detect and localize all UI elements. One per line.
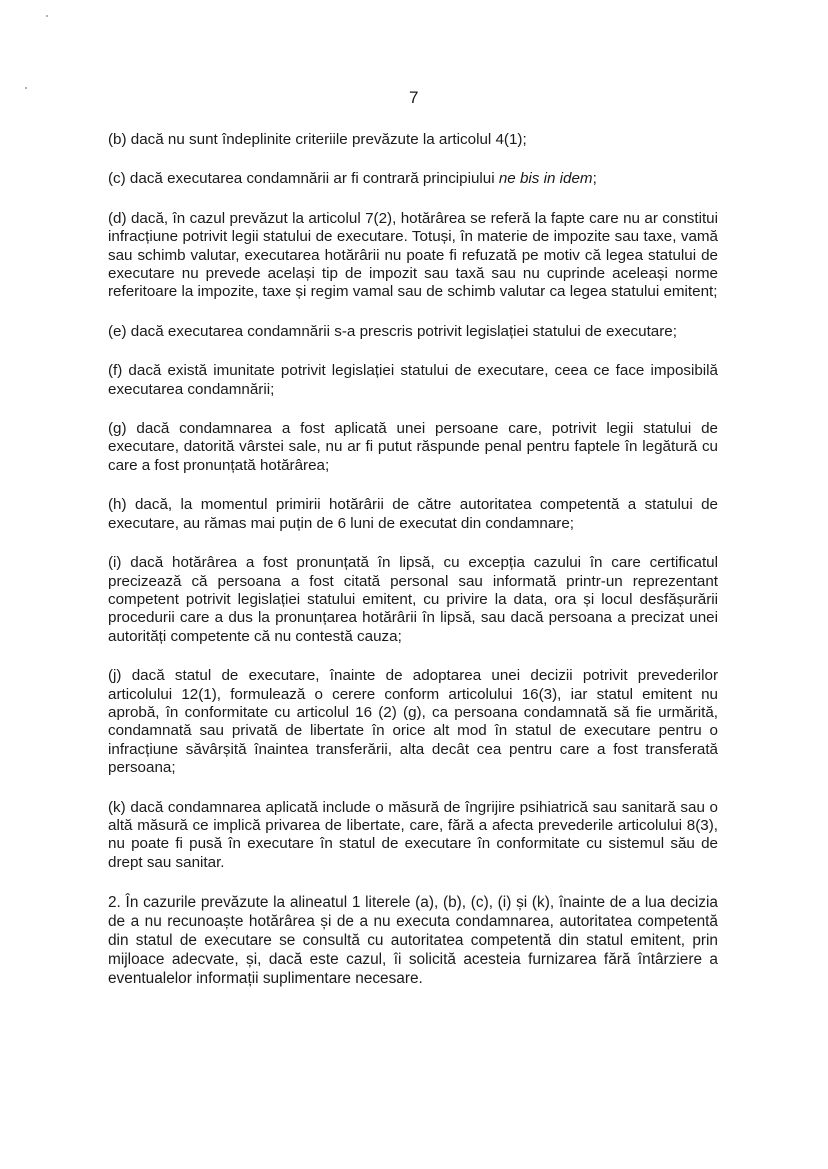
page-number: 7 [409, 88, 419, 107]
paragraph-h: (h) dacă, la momentul primirii hotărârii de către autoritatea competentă a statului de executare, au rămas mai puțin de 6 luni de executat din condamnare; [108, 496, 718, 532]
paragraph-f: (f) dacă există imunitate potrivit legislației statului de executare, ceea ce face imposibilă executarea condamnării; [108, 362, 718, 398]
paragraph-c [108, 170, 718, 188]
paragraph-b: (b) dacă nu sunt îndeplinite criteriile prevăzute la articolul 4(1); [108, 131, 527, 148]
paragraph-g: (g) dacă condamnarea a fost aplicată unei persoane care, potrivit legii statului de executare, datorită vârstei sale, nu ar fi putut răspunde penal pentru faptele în legătură cu care a fost pronunțată hotărârea; [108, 420, 718, 474]
paragraph-c-text: (c) dacă executarea condamnării ar fi contrară principiului [108, 170, 499, 188]
paragraph-k: (k) dacă condamnarea aplicată include o măsură de îngrijire psihiatrică sau sanitară sau o altă măsură ce implică privarea de libertate, care, fără a afecta prevederile articolului 8(3), nu poate fi pusă în executare în statul de executare în conformitate cu sistemul său de drept sau sanitar. [108, 798, 718, 871]
document-body [108, 131, 718, 1009]
paragraph-c-end: ; [592, 170, 597, 188]
latin-phrase: ne bis in idem [498, 170, 593, 188]
paragraph-e: (e) dacă executarea condamnării s-a prescris potrivit legislației statului de executare; [108, 322, 677, 340]
paragraph-d: (d) dacă, în cazul prevăzut la articolul 7(2), hotărârea se referă la fapte care nu ar constitui infracțiune potrivit legii statului de executare. Totuși, în materie de impozite sau taxe, vamă sau schimb valutar, executarea hotărârii nu poate fi refuzată pe motiv că legea statului de executare nu prevede același tip de impozit sau taxă sau nu cuprinde aceleași norme referitoare la impozite, taxe și regim vamal sau de schimb valutar ca legea statului emitent; [108, 209, 718, 301]
paragraph-point-2: 2. În cazurile prevăzute la alineatul 1 literele (a), (b), (c), (i) și (k), înainte de a lua decizia de a nu recunoaște hotărârea și de a nu executa condamnarea, autoritatea competentă din statul de executare se consultă cu autoritatea competentă din statul emitent, prin mijloace adecvate, și, dacă este cazul, îi solicită acesteia furnizarea fără întârziere a eventualelor informații suplimentare necesare. [108, 894, 718, 988]
paragraph-j: (j) dacă statul de executare, înainte de adoptarea unei decizii potrivit prevederilor articolului 12(1), formulează o cerere conform articolului 16(3), iar statul emitent nu aprobă, în conformitate cu articolul 16 (2) (g), ca persoana condamnată să fie urmărită, condamnată sau privată de libertate în orice alt mod în statul de executare pentru o infracțiune săvârșită înaintea transferării, alta decât cea pentru care a fost transferată persoana; [108, 667, 718, 777]
scan-speck [46, 15, 48, 17]
paragraph-i: (i) dacă hotărârea a fost pronunțată în lipsă, cu excepția cazului în care certificatul precizează că persoana a fost citată personal sau informată printr-un reprezentant competent potrivit legislației statului emitent, cu privire la data, ora și locul desfășurării procedurii care a dus la pronunțarea hotărârii în lipsă, sau dacă persoana a precizat unei autorități competente că nu contestă cauza; [108, 554, 718, 645]
